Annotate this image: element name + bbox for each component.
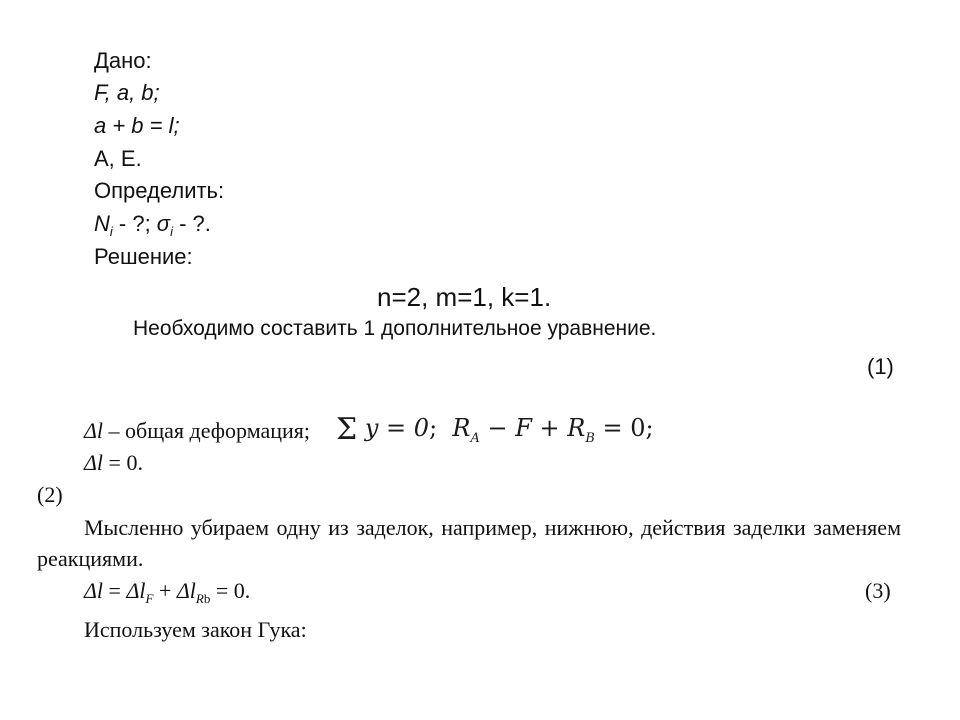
find-heading: Определить: [94, 178, 225, 203]
compatibility-equation [84, 578, 250, 612]
delta-l-rb-subscript-b: b [203, 591, 211, 606]
equation-number-3: (3) [865, 578, 891, 603]
deformation-zero-text: = 0. [103, 450, 143, 475]
sigma-subscript: i [170, 224, 173, 239]
n-subscript: i [109, 224, 113, 239]
eq-middle: − F + [479, 414, 568, 442]
parameters: n=2, m=1, k=1. [377, 282, 552, 312]
sigma-question: - ?. [172, 211, 211, 236]
eq-end: = 0; [594, 414, 654, 442]
compat-equals: = [103, 578, 127, 603]
given-forces: F, a, b; [94, 80, 160, 105]
given-area-modulus: A, E. [94, 146, 142, 171]
sigma-symbol: σ [156, 211, 171, 236]
delta-l-zero-symbol: Δl [84, 450, 104, 475]
find-unknowns [94, 211, 211, 245]
eq-separator: ; [429, 414, 438, 442]
rb-symbol: R [567, 414, 586, 442]
sum-body: y = 0 [364, 414, 430, 442]
rb-subscript: B [585, 431, 595, 446]
hooke-law-line: Используем закон Гука: [84, 617, 307, 642]
equation-number-2: (2) [37, 482, 63, 507]
equilibrium-equation [336, 412, 666, 446]
deformation-text: – общая деформация; [103, 418, 311, 443]
paragraph-remove-support: Мысленно убираем одну из заделок, например, нижнюю, действия заделки заменяем реакциями. [37, 515, 901, 571]
note-line: Необходимо составить 1 дополнительное уравнение. [133, 317, 657, 340]
deformation-zero [84, 450, 143, 476]
given-heading: Дано: [94, 48, 152, 73]
delta-l-f: Δl [126, 578, 146, 603]
n-question: - ?; [112, 211, 157, 236]
deformation-definition [84, 418, 310, 444]
compat-end: = 0. [210, 578, 251, 603]
delta-l-f-subscript: F [145, 591, 154, 606]
delta-l-total: Δl [84, 578, 104, 603]
n-symbol: N [94, 211, 110, 236]
delta-l-rb: Δl [176, 578, 196, 603]
ra-symbol: R [452, 414, 471, 442]
solution-heading: Решение: [94, 244, 193, 269]
delta-l-symbol: Δl [84, 418, 104, 443]
compat-plus: + [153, 578, 177, 603]
equation-number-1: (1) [867, 354, 894, 379]
given-length-relation: a + b = l; [94, 113, 180, 138]
sum-sign: Σ [336, 412, 358, 447]
ra-subscript: A [470, 431, 480, 446]
delta-l-rb-subscript: R [195, 591, 204, 606]
